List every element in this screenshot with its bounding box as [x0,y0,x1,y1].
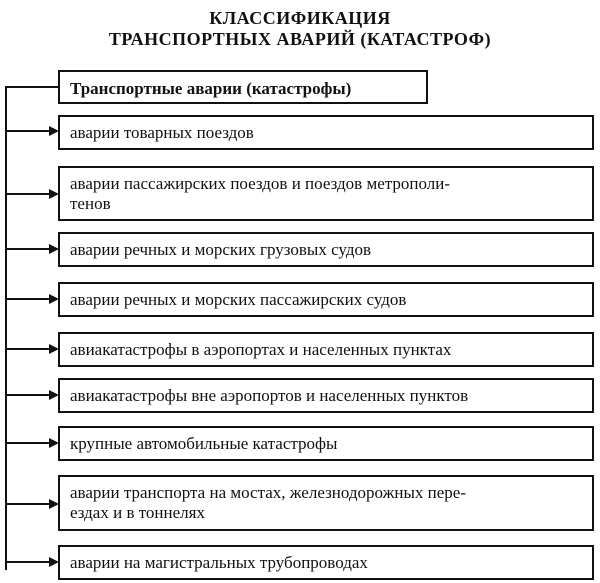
root-connector [5,86,60,88]
category-node-7 [58,426,594,461]
category-label: крупные автомобильные катастрофы [70,434,338,453]
arrow-6 [5,394,53,396]
category-node-3 [58,232,594,267]
category-label: аварии пассажирских поездов и поездов метрополи- [70,174,451,193]
category-node-4 [58,282,594,317]
arrow-4 [5,298,53,300]
category-label: аварии речных и морских грузовых судов [70,240,372,259]
diagram-title-line2: ТРАНСПОРТНЫХ АВАРИЙ (КАТАСТРОФ) [108,29,492,49]
category-label: аварии транспорта на мостах, железнодорожных пере- [70,483,466,502]
category-node-1 [58,115,594,150]
category-node-6 [58,378,594,413]
arrow-7 [5,442,53,444]
arrow-2 [5,193,53,195]
root-node-label: Транспортные аварии (катастрофы) [70,79,352,98]
arrow-8 [5,503,53,505]
category-label: аварии товарных поездов [70,123,254,142]
category-label: авиакатастрофы вне аэропортов и населенных пунктов [70,386,469,405]
arrow-1 [5,130,53,132]
arrow-5 [5,348,53,350]
arrow-3 [5,248,53,250]
root-node [58,70,428,104]
category-node-9 [58,545,594,580]
category-node-8 [58,475,594,531]
category-label-continued: тенов [70,194,111,213]
category-label: аварии на магистральных трубопроводах [70,553,368,572]
category-node-5 [58,332,594,367]
connector-spine [5,86,7,570]
category-node-2 [58,166,594,221]
category-label: аварии речных и морских пассажирских судов [70,290,407,309]
arrow-9 [5,561,53,563]
diagram-title-line1: КЛАССИФИКАЦИЯ [209,8,391,28]
category-label-continued: ездах и в тоннелях [70,503,205,522]
category-label: авиакатастрофы в аэропортах и населенных пунктах [70,340,452,359]
